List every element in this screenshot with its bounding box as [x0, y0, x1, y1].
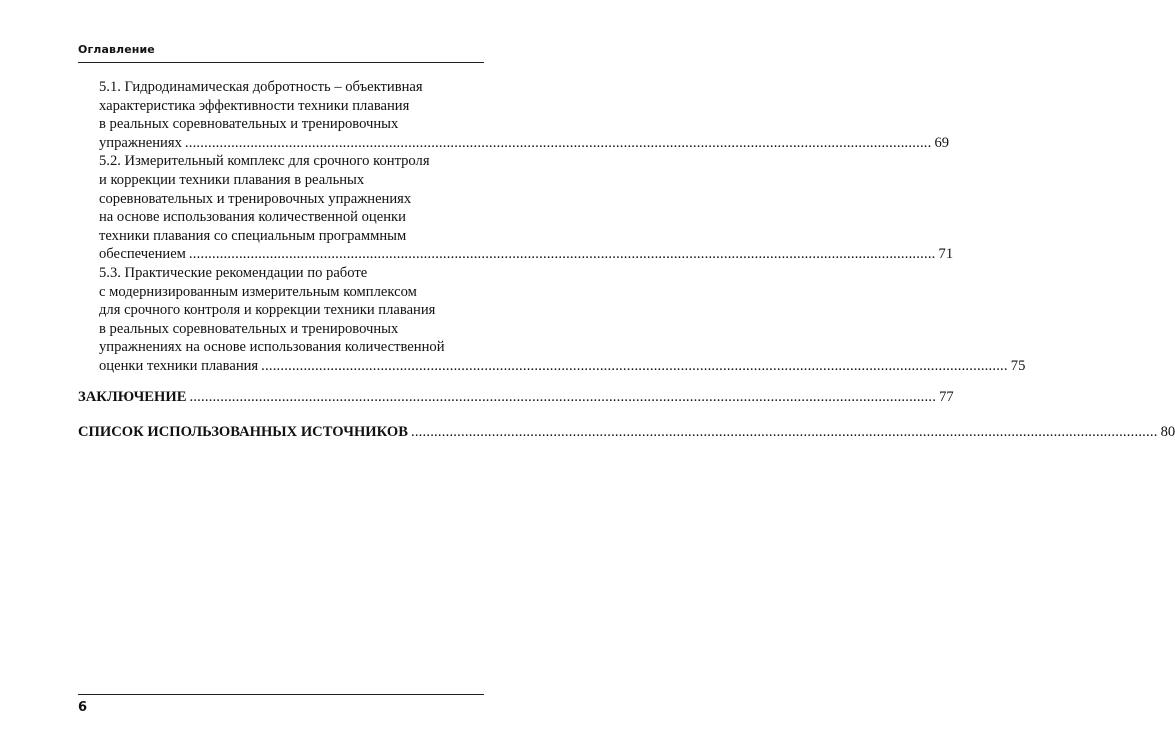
toc-page-number: 77: [939, 388, 954, 405]
toc-chapter-line: [78, 423, 1175, 442]
toc-entry-5-2: [99, 152, 954, 264]
toc-entry-line: упражнениях на основе использования количественной: [99, 339, 445, 356]
header-rule: [78, 62, 484, 63]
toc-entry-line: в реальных соревновательных и тренировочных: [99, 320, 399, 337]
toc-entry-line: упражнениях: [99, 134, 182, 151]
toc-entry-5-1: [99, 78, 950, 152]
toc-chapter-references: [78, 423, 1175, 442]
toc-entry-line: для срочного контроля и коррекции техники плавания: [99, 302, 436, 319]
toc-page-number: 75: [1010, 357, 1026, 374]
toc-page-number: 80: [1160, 424, 1175, 441]
toc-chapter-title: СПИСОК ИСПОЛЬЗОВАННЫХ ИСТОЧНИКОВ: [78, 424, 408, 441]
toc-page-number: 69: [934, 134, 950, 151]
toc-entry-5-3: [99, 264, 1026, 376]
toc-entry-line: характеристика эффективности техники плавания: [99, 97, 410, 114]
toc-entry-last-line: [99, 245, 954, 264]
toc-chapter-title: ЗАКЛЮЧЕНИЕ: [78, 388, 187, 405]
dot-leader: ..................................................................................................................................................................................................: [261, 357, 1008, 374]
toc-entry-line: и коррекции техники плавания в реальных: [99, 171, 365, 188]
running-header: Оглавление: [78, 43, 155, 56]
toc-chapter-line: [78, 388, 954, 407]
toc-entry-line: оценки техники плавания: [99, 357, 259, 374]
toc-page-number: 71: [938, 246, 954, 263]
toc-entry-line: 5.2. Измерительный комплекс для срочного контроля: [99, 153, 430, 170]
toc-entry-last-line: [99, 357, 1026, 376]
table-of-contents: [78, 78, 1175, 442]
dot-leader: ..................................................................................................................................................................................................: [410, 424, 1158, 441]
toc-chapter-conclusion: [78, 388, 954, 407]
toc-entry-line: соревновательных и тренировочных упражнениях: [99, 190, 412, 207]
toc-entry-line: обеспечением: [99, 246, 186, 263]
toc-entry-line: техники плавания со специальным программным: [99, 227, 407, 244]
toc-entry-line: на основе использования количественной оценки: [99, 209, 406, 226]
dot-leader: ..................................................................................................................................................................................................: [188, 246, 936, 263]
toc-entry-line: 5.1. Гидродинамическая добротность – объективная: [99, 79, 423, 95]
toc-entry-line: с модернизированным измерительным комплексом: [99, 283, 417, 300]
page-number: 6: [78, 700, 88, 715]
toc-entry-line: в реальных соревновательных и тренировочных: [99, 116, 399, 133]
toc-entry-line: 5.3. Практические рекомендации по работе: [99, 264, 368, 281]
dot-leader: ..................................................................................................................................................................................................: [184, 134, 932, 151]
toc-entry-last-line: [99, 134, 950, 153]
footer-rule: [78, 694, 484, 695]
dot-leader: ..................................................................................................................................................................................................: [189, 388, 937, 405]
